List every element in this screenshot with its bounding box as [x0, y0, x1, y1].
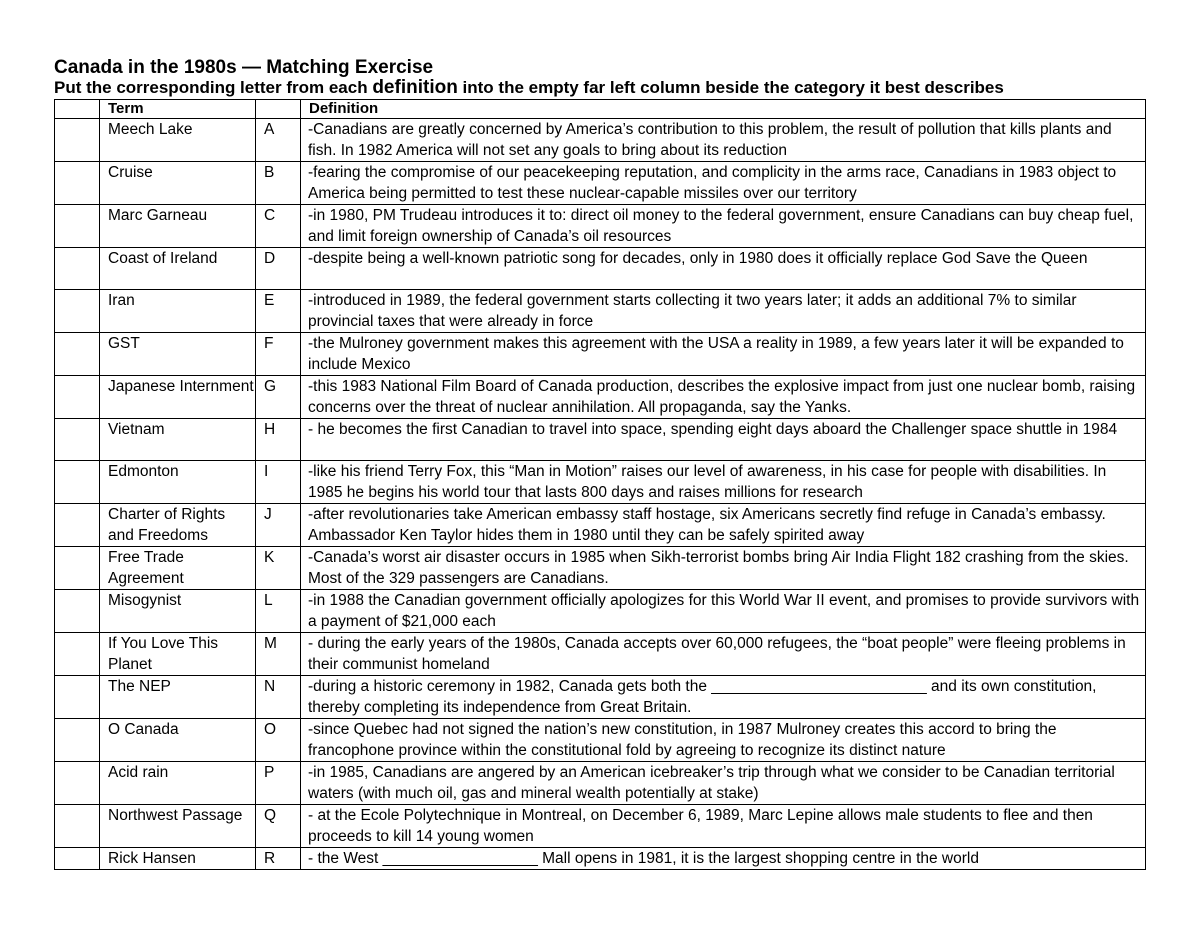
letter-cell: Q	[256, 805, 301, 848]
term-cell: Rick Hansen	[100, 848, 256, 870]
answer-cell[interactable]	[55, 504, 100, 547]
answer-cell[interactable]	[55, 461, 100, 504]
header-row	[55, 100, 1146, 119]
definition-column-header: Definition	[301, 100, 1146, 119]
table-row	[55, 504, 1146, 547]
table-row	[55, 633, 1146, 676]
letter-cell: P	[256, 762, 301, 805]
term-cell: Iran	[100, 290, 256, 333]
term-column-header: Term	[100, 100, 256, 119]
term-cell: Acid rain	[100, 762, 256, 805]
answer-cell[interactable]	[55, 848, 100, 870]
definition-cell: - at the Ecole Polytechnique in Montreal, on December 6, 1989, Marc Lepine allows male students to flee and then proceeds to kill 14 young women	[301, 805, 1146, 848]
definition-cell: -fearing the compromise of our peacekeeping reputation, and complicity in the arms race, Canadians in 1983 object to America being permitted to test these nuclear-capable missiles over our territory	[301, 162, 1146, 205]
letter-cell: D	[256, 248, 301, 290]
answer-cell[interactable]	[55, 419, 100, 461]
table-row	[55, 676, 1146, 719]
table-row	[55, 162, 1146, 205]
table-row	[55, 848, 1146, 870]
term-cell: Meech Lake	[100, 119, 256, 162]
answer-cell[interactable]	[55, 805, 100, 848]
definition-cell: -during a historic ceremony in 1982, Canada gets both the _________________________ and its own constitution, thereby completing its independence from Great Britain.	[301, 676, 1146, 719]
answer-cell[interactable]	[55, 547, 100, 590]
definition-cell: - during the early years of the 1980s, Canada accepts over 60,000 refugees, the “boat people” were fleeing problems in their communist homeland	[301, 633, 1146, 676]
answer-cell[interactable]	[55, 719, 100, 762]
table-row	[55, 419, 1146, 461]
answer-cell[interactable]	[55, 162, 100, 205]
definition-cell: -in 1985, Canadians are angered by an American icebreaker’s trip through what we consider to be Canadian territorial waters (with much oil, gas and mineral wealth potentially at stake)	[301, 762, 1146, 805]
letter-cell: E	[256, 290, 301, 333]
page-title: Canada in the 1980s — Matching Exercise	[54, 57, 434, 78]
term-cell: Edmonton	[100, 461, 256, 504]
term-cell: Misogynist	[100, 590, 256, 633]
letter-cell: G	[256, 376, 301, 419]
answer-cell[interactable]	[55, 590, 100, 633]
letter-cell: N	[256, 676, 301, 719]
table-row	[55, 205, 1146, 248]
term-cell: Northwest Passage	[100, 805, 256, 848]
table-row	[55, 248, 1146, 290]
definition-cell: -in 1988 the Canadian government officially apologizes for this World War II event, and promises to provide survivors with a payment of $21,000 each	[301, 590, 1146, 633]
answer-cell[interactable]	[55, 248, 100, 290]
definition-cell: -despite being a well-known patriotic song for decades, only in 1980 does it officially replace God Save the Queen	[301, 248, 1146, 290]
table-row	[55, 590, 1146, 633]
answer-cell[interactable]	[55, 676, 100, 719]
letter-cell: A	[256, 119, 301, 162]
letter-cell: C	[256, 205, 301, 248]
answer-cell[interactable]	[55, 119, 100, 162]
answer-cell[interactable]	[55, 633, 100, 676]
letter-cell: I	[256, 461, 301, 504]
definition-cell: - he becomes the first Canadian to travel into space, spending eight days aboard the Challenger space shuttle in 1984	[301, 419, 1146, 461]
table-row	[55, 119, 1146, 162]
answer-cell[interactable]	[55, 762, 100, 805]
answer-cell[interactable]	[55, 205, 100, 248]
answer-column-header	[55, 100, 100, 119]
term-cell: Cruise	[100, 162, 256, 205]
matching-table	[54, 99, 1146, 870]
term-cell: Marc Garneau	[100, 205, 256, 248]
term-cell: GST	[100, 333, 256, 376]
instructions-emphasis: definition	[372, 77, 458, 98]
definition-cell: -Canada’s worst air disaster occurs in 1985 when Sikh-terrorist bombs bring Air India Flight 182 crashing from the skies. Most of the 329 passengers are Canadians.	[301, 547, 1146, 590]
letter-cell: H	[256, 419, 301, 461]
worksheet	[54, 56, 1146, 870]
answer-cell[interactable]	[55, 333, 100, 376]
table-row	[55, 333, 1146, 376]
term-cell: The NEP	[100, 676, 256, 719]
definition-cell: - the West __________________ Mall opens in 1981, it is the largest shopping centre in the world	[301, 848, 1146, 870]
definition-cell: -after revolutionaries take American embassy staff hostage, six Americans secretly find refuge in Canada’s embassy. Ambassador Ken Taylor hides them in 1980 until they can be safely spirited away	[301, 504, 1146, 547]
table-row	[55, 762, 1146, 805]
term-cell: Vietnam	[100, 419, 256, 461]
letter-cell: K	[256, 547, 301, 590]
definition-cell: -like his friend Terry Fox, this “Man in Motion” raises our level of awareness, in his case for people with disabilities. In 1985 he begins his world tour that lasts 800 days and raises millions for research	[301, 461, 1146, 504]
letter-column-header	[256, 100, 301, 119]
table-row	[55, 376, 1146, 419]
letter-cell: O	[256, 719, 301, 762]
definition-cell: -the Mulroney government makes this agreement with the USA a reality in 1989, a few years later it will be expanded to include Mexico	[301, 333, 1146, 376]
table-row	[55, 805, 1146, 848]
instructions-after: into the empty far left column beside the category it best describes	[457, 78, 1004, 97]
definition-cell: -Canadians are greatly concerned by America’s contribution to this problem, the result of pollution that kills plants and fish. In 1982 America will not set any goals to bring about its reduction	[301, 119, 1146, 162]
letter-cell: R	[256, 848, 301, 870]
table-row	[55, 461, 1146, 504]
term-cell: Charter of Rights and Freedoms	[100, 504, 256, 547]
term-cell: If You Love This Planet	[100, 633, 256, 676]
letter-cell: B	[256, 162, 301, 205]
instructions-before: Put the corresponding letter from each	[54, 78, 373, 97]
term-cell: Japanese Internment	[100, 376, 256, 419]
letter-cell: L	[256, 590, 301, 633]
definition-cell: -since Quebec had not signed the nation’s new constitution, in 1987 Mulroney creates this accord to bring the francophone province within the constitutional fold by agreeing to recognize its distinct nature	[301, 719, 1146, 762]
answer-cell[interactable]	[55, 290, 100, 333]
table-row	[55, 290, 1146, 333]
instructions	[54, 78, 1146, 99]
table-row	[55, 547, 1146, 590]
term-cell: Free Trade Agreement	[100, 547, 256, 590]
answer-cell[interactable]	[55, 376, 100, 419]
definition-cell: -introduced in 1989, the federal government starts collecting it two years later; it adds an additional 7% to similar provincial taxes that were already in force	[301, 290, 1146, 333]
term-cell: O Canada	[100, 719, 256, 762]
term-cell: Coast of Ireland	[100, 248, 256, 290]
letter-cell: M	[256, 633, 301, 676]
letter-cell: J	[256, 504, 301, 547]
table-row	[55, 719, 1146, 762]
definition-cell: -in 1980, PM Trudeau introduces it to: direct oil money to the federal government, ensure Canadians can buy cheap fuel, and limit foreign ownership of Canada’s oil resources	[301, 205, 1146, 248]
definition-cell: -this 1983 National Film Board of Canada production, describes the explosive impact from just one nuclear bomb, raising concerns over the threat of nuclear annihilation. All propaganda, say the Yanks.	[301, 376, 1146, 419]
letter-cell: F	[256, 333, 301, 376]
